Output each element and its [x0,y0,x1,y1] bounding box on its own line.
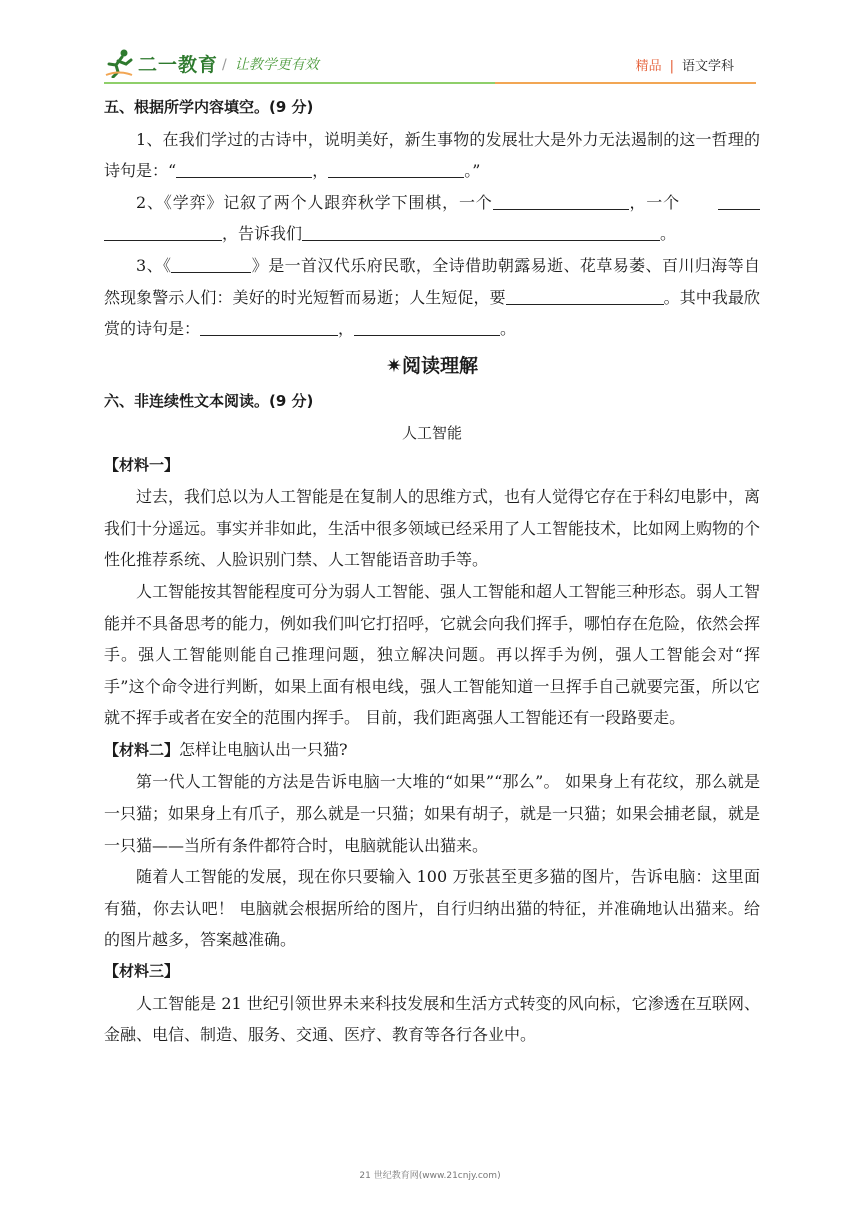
answer-blank[interactable] [718,193,760,210]
material-3-paragraph: 人工智能是 21 世纪引领世界未来科技发展和生活方式转变的风向标，它渗透在互联网、金融、电信、制造、服务、交通、医疗、教育等各行各业中。 [104,993,760,1045]
section6-heading: 六、非连续性文本阅读。(9 分) [104,392,314,411]
material-2-paragraph: 第一代人工智能的方法是告诉电脑一大堆的“如果”“那么”。 如果身上有花纹，那么就是一只猫；如果身上有爪子，那么就是一只猫；如果有胡子，就是一只猫；如果会捕老鼠，就是一只猫——当所有条件都符合时，电脑就能认出猫来。 [104,772,761,855]
q1-separator: ， [312,161,329,181]
q3-separator: ， [338,319,355,339]
quality-badge: 精品 [635,59,662,74]
q3-text-c: 。其中我最欣赏的诗句是： [104,287,760,339]
q2-end: 。 [660,224,677,244]
subject-label: 语文学科 [681,59,734,74]
material-1-paragraph: 过去，我们总以为人工智能是在复制人的思维方式，也有人觉得它存在于科幻电影中，离我们十分遥远。事实并非如此，生活中很多领域已经采用了人工智能技术，比如网上购物的个性化推荐系统、人脸识别门禁、人工智能语音助手等。 [104,487,761,570]
question-3 [104,250,760,345]
question-2 [104,187,760,250]
material-2-question: 怎样让电脑认出一只猫? [179,739,348,759]
document-body [104,92,760,1051]
material-2-header [104,734,760,767]
answer-blank[interactable] [493,193,629,210]
header-divider [104,82,756,84]
page-header [0,0,860,88]
material-2-paragraph: 随着人工智能的发展，现在你只要输入 100 万张甚至更多猫的图片，告诉电脑：这里面有猫，你去认吧！ 电脑就会根据所给的图片，自行归纳出猫的特征，并准确地认出猫来。给的图片越多，答案越准确。 [104,867,760,950]
q3-end: 。 [500,319,517,339]
answer-blank[interactable] [104,224,222,241]
answer-blank[interactable] [506,288,664,305]
material-1-paragraph: 人工智能按其智能程度可分为弱人工智能、强人工智能和超人工智能三种形态。弱人工智能并不具备思考的能力，例如我们叫它打招呼，它就会向我们挥手，哪怕存在危险，依然会挥手。强人工智能则能自己推理问题，独立解决问题。再以挥手为例，强人工智能会对“挥手”这个命令进行判断，如果上面有根电线，强人工智能知道一旦挥手自己就要完蛋，所以它就不挥手或者在安全的范围内挥手。 目前，我们距离强人工智能还有一段路要走。 [104,581,761,728]
logo-text: 二一教育 [138,53,219,76]
answer-blank[interactable] [176,161,312,178]
answer-blank[interactable] [328,161,464,178]
q1-end: 。” [464,161,481,181]
page-footer: 21 世纪教育网(www.21cnjy.com) [359,1171,501,1181]
header-subject: 精品 | 语文学科 [635,59,734,74]
section5-heading: 五、根据所学内容填空。(9 分) [104,98,314,116]
runner-logo-icon [104,48,134,78]
answer-blank[interactable] [354,319,500,336]
q1-text: 1、在我们学过的古诗中，说明美好，新生事物的发展壮大是外力无法遏制的这一哲理的诗句是：“ [104,129,760,181]
answer-blank[interactable] [171,256,251,273]
logo [104,46,218,80]
slogan-text: 让教学更有效 [234,57,319,73]
answer-blank[interactable] [200,319,338,336]
q3-text-b: 》是一首汉代乐府民歌，全诗借助朝露易逝、花草易萎、百川归海等自然现象警示人们：美好的时光短暂而易逝；人生短促，要 [104,255,760,307]
q2-text-c: ，告诉我们 [222,224,303,244]
article-title: 人工智能 [401,423,462,442]
reading-section-title: ✷阅读理解 [386,354,478,377]
q2-text: 2、《学弈》记叙了两个人跟弈秋学下围棋，一个 [136,192,493,212]
q2-text-b: ，一个 [628,192,680,212]
question-1 [104,124,760,187]
material-2-label: 【材料二】 [104,740,180,759]
material-1-label: 【材料一】 [104,455,180,474]
answer-blank[interactable] [302,224,660,241]
q3-text: 3、《 [136,255,172,275]
material-3-label: 【材料三】 [104,962,180,981]
slogan: / 让教学更有效 [222,57,319,73]
